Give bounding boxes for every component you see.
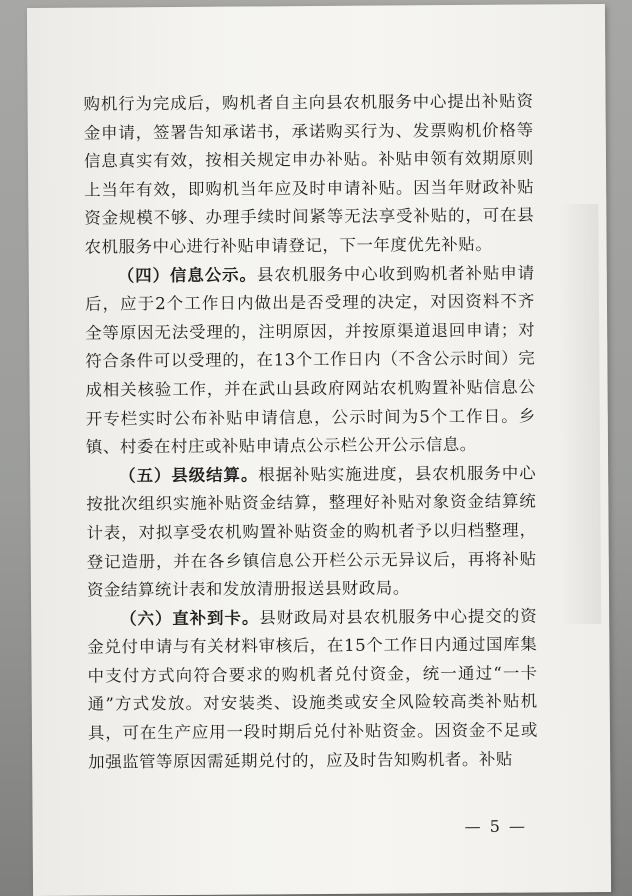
paragraph-purchase-application	[83, 87, 534, 262]
paragraph-text: 购机行为完成后，购机者自主向县农机服务中心提出补贴资金申请，签署告知承诺书，承诺购买行为、发票购机价格等信息真实有效，按相关规定申办补贴。补贴申领有效期原则上当年有效，即购机当年应及时申请补贴。因当年财政补贴资金规模不够、办理手续时间紧等无法享受补贴的，可在县农机服务中心进行补贴申请登记，下一年度优先补贴。	[83, 91, 535, 257]
document-page	[27, 4, 611, 896]
page-number: — 5 —	[464, 816, 528, 836]
paragraph-text: 县财政局对县农机服务中心提交的资金兑付申请与有关材料审核后，在15个工作日内通过国库集中支付方式向符合要求的购机者兑付资金，统一通过“一卡通”方式发放。对安装类、设施类或安全风险较高类补贴机具，可在生产应用一段时期后兑付补贴资金。因资金不足或加强监管等原因需延期兑付的，应及时告知购机者。补贴	[87, 606, 539, 772]
body-text	[83, 87, 538, 776]
paragraph-heading: （五）县级结算。	[119, 465, 259, 486]
paragraph-county-settlement	[86, 459, 537, 605]
paragraph-text: 根据补贴实施进度，县农机服务中心按批次组织实施补贴资金结算，整理好补贴对象资金结算统计表，对拟享受农机购置补贴资金的购机者予以归档整理，登记造册，并在各乡镇信息公开栏公示无异议后，再将补贴资金结算统计表和发放清册报送县财政局。	[86, 463, 537, 600]
paragraph-text: 县农机服务中心收到购机者补贴申请后，应于2个工作日内做出是否受理的决定，对因资料不齐全等原因无法受理的，注明原因，并按原渠道退回申请；对符合条件可以受理的，在13个工作日内（不含公示时间）完成相关核验工作，并在武山县政府网站农机购置补贴信息公开专栏实时公布补贴申请信息，公示时间为5个工作日。乡镇、村委在村庄或补贴申请点公示栏公开公示信息。	[84, 263, 536, 457]
paragraph-heading: （四）信息公示。	[117, 264, 257, 285]
page-shade	[558, 204, 601, 624]
paragraph-direct-subsidy	[87, 602, 538, 777]
paragraph-heading: （六）直补到卡。	[120, 608, 260, 629]
paragraph-info-disclosure	[85, 259, 536, 462]
